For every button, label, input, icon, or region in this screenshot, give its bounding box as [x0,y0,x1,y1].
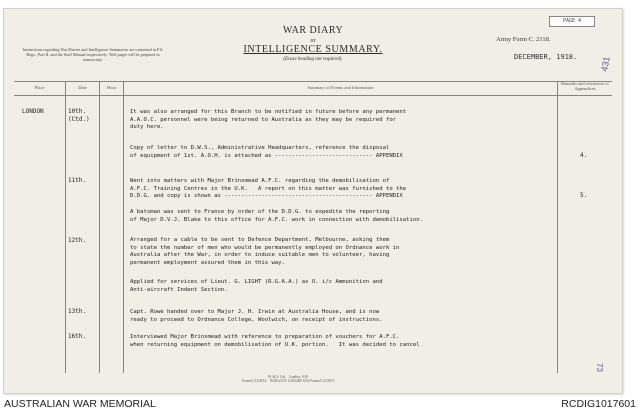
entry-paragraph: It was also arranged for this Branch to be notified in future before any permanent A.A.O.C. personnel were being returned to Australia as they may be required for duty here. [130,109,407,131]
caption-source: AUSTRALIAN WAR MEMORIAL [4,398,156,410]
entry-date: 10th. (Ctd.) [68,108,90,123]
entry-date: 11th. [68,177,87,184]
appendix-ref: 5. [580,192,588,199]
page-number-box: PAGE 4 [549,16,595,27]
entry-date: 13th. [68,308,87,315]
col-header-remarks: Remarks and references to Appendices [561,81,609,91]
instructions-text: Instructions regarding War Diaries and Intelligence Summaries are contained in F.S. Regs., Part II. and the Staff Manual respectively. Title pages will be prepared in manuscript. [22,47,164,62]
header-top-rule [14,81,612,82]
col-divider [123,81,124,373]
col-header-date: Date [78,85,87,90]
entry-paragraph: A batsman was sent to France by order of the D.D.G. to expedite the reporting of Major D.V.J. Blake to this office for A.F.C. work in connection with demobilisation. [130,209,423,223]
erase-note: (Erase heading not required). [283,57,343,62]
entry-paragraph: Arranged for a cable to be sent to Defence Department, Melbourne, asking them to state the number of men who would be permanently employed on Ordnance work in Australia after the War, in order to induce suitable men to volunteer, having permanent employment assured them in this way. [130,237,400,266]
diary-subtitle: INTELLIGENCE SUMMARY. [243,44,383,55]
col-header-summary: Summary of Events and Information [307,85,374,90]
col-header-place: Place [34,85,45,90]
entry-paragraph: Copy of letter to D.W.S., Administrative Headquarters, reference the disposal of equipment of 1st. A.O.H. is attached as ----------------------------- APPENDIX [130,145,403,159]
army-form-label: Army Form C. 2118. [496,36,551,43]
printer-footer: W. & S. Ltd. London, S.W. Forms/C2118/12. W28/w5/55 1,000,000 6/16 Forms/C2118/15 [242,375,335,384]
entry-date: 12th. [68,237,87,244]
caption-reference: RCDIG1017601 [561,398,636,410]
col-divider [99,81,100,373]
entry-paragraph: Applied for services of Lieut. G. LIGHT (R.G.A.A.) as O. i/c Ammunition and Anti-aircraft Indent Section. [130,279,383,293]
header-bottom-rule [14,95,612,96]
diary-title: WAR DIARY [282,25,344,36]
title-or: or [310,38,316,44]
appendix-ref: 4. [580,152,588,159]
entry-paragraph: Interviewed Major Brinsmead with reference to preparation of vouchers for A.F.C. when returning equipment on demobilisation of U.K. portion. It was decided to cancel [130,334,420,348]
entry-paragraph: Went into matters with Major Brinsmead A.F.C. regarding the demobilisation of A.F.C. Training Centres in the U.K. A report on this matter was furnished to the D.D.G. and copy is shown as -------------------------------------------- APPENDIX [130,178,407,200]
stamp-number: 431 [599,55,612,73]
col-divider [65,81,66,373]
entry-date: 16th. [68,333,87,340]
diary-page [3,8,623,394]
month-year: DECEMBER, 1918. [514,53,578,61]
entry-paragraph: Capt. Rowe handed over to Major J. H. Irwin at Australia House, and is now ready to proceed to Ordnance College, Woolwich, on receipt of instructions. [130,309,383,323]
col-header-hour: Hour [106,85,117,90]
col-divider [557,81,558,373]
side-number: 73 [594,363,604,372]
entry-place: LONDON [22,108,44,115]
